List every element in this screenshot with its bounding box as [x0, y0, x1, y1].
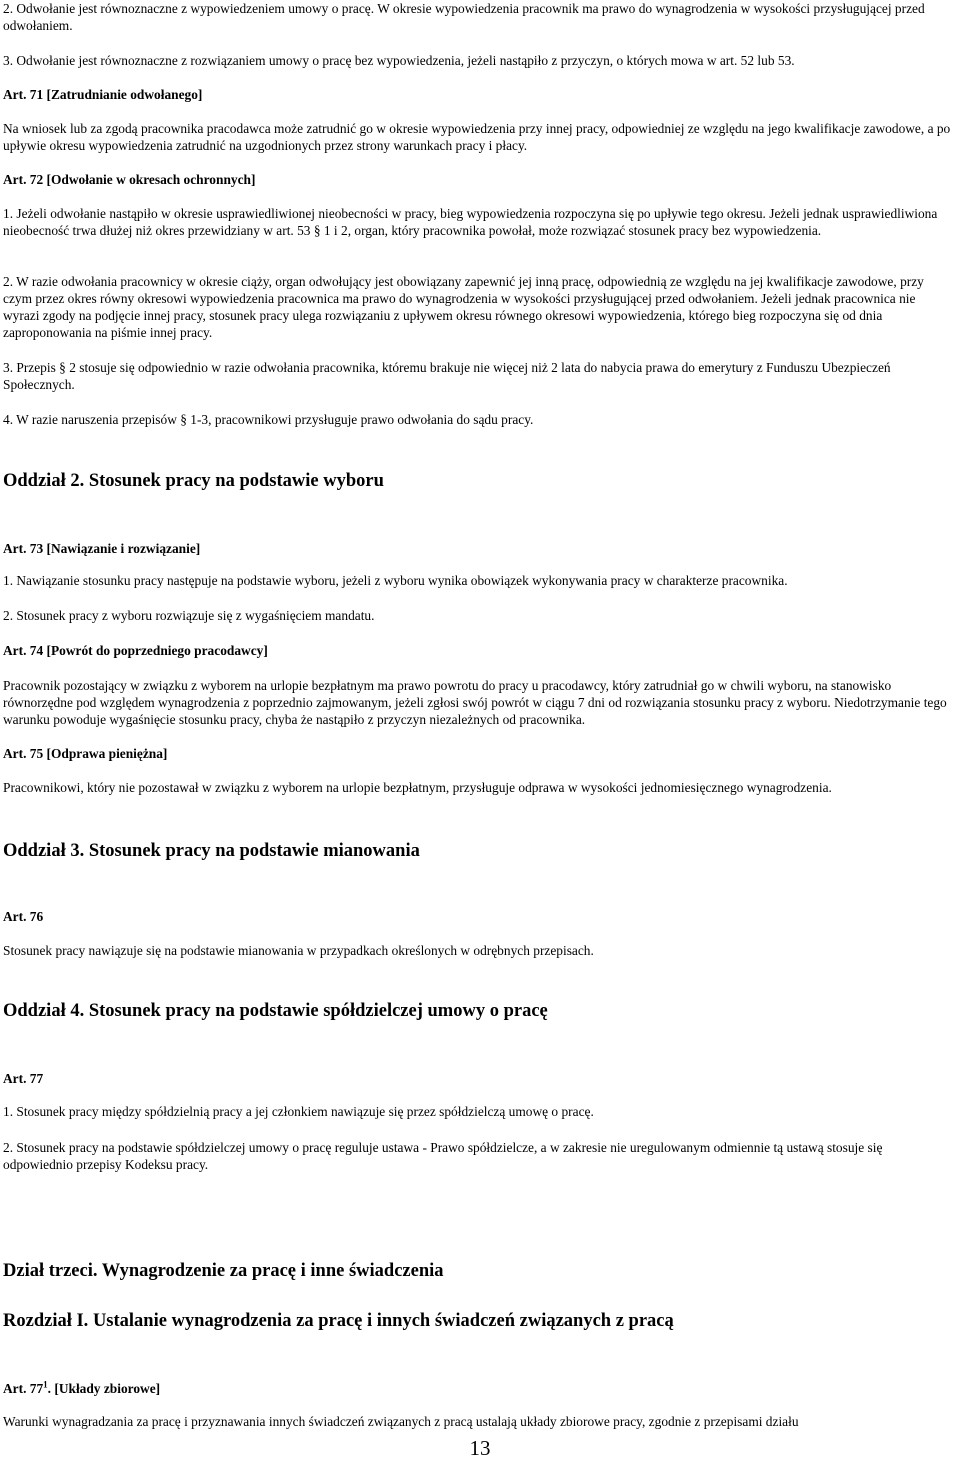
paragraph: 1. Jeżeli odwołanie nastąpiło w okresie usprawiedliwionej nieobecności w pracy, bieg wypowiedzenia rozpoczyna się po upływie tego okresu. Jeżeli jednak usprawiedliwiona nieobecność trwa dłużej niż okres przewidziany w art. 53 § 1 i 2, organ, który pracownika powołał, może rozwiązać stosunek pracy bez wypowiedzenia. [3, 206, 938, 238]
article-title: . [Układy zbiorowe] [47, 1381, 161, 1396]
section-title: Stosunek pracy na podstawie mianowania [88, 841, 420, 861]
section-title: Stosunek pracy na podstawie wyboru [88, 471, 384, 491]
paragraph: Pracownik pozostający w związku z wyborem na urlopie bezpłatnym ma prawo powrotu do pracy u pracodawcy, który zatrudniał go w chwili wyboru, na stanowisko równorzędne pod względem wynagrodzenia z poprzednio zajmowanym, jeżeli zgłosi swój powrót w ciągu 7 dni od rozwiązania stosunku pracy z wyboru. Niedotrzymanie tego warunku powoduje wygaśnięcie stosunku pracy, chyba że nastąpiło z przyczyn niezależnych od pracownika. [3, 678, 947, 727]
section-title: Stosunek pracy na podstawie spółdzielczej umowy o pracę [88, 1001, 548, 1021]
division-heading [3, 1260, 953, 1282]
paragraph: 3. Odwołanie jest równoznaczne z rozwiązaniem umowy o pracę bez wypowiedzenia, jeżeli nastąpiło z przyczyn, o których mowa w art. 52 lub 53. [3, 53, 795, 68]
paragraph: 3. Przepis § 2 stosuje się odpowiednio w razie odwołania pracownika, któremu brakuje nie więcej niż 2 lata do nabycia prawa do emerytury z Funduszu Ubezpieczeń Społecznych. [3, 360, 891, 392]
paragraph: 2. Odwołanie jest równoznaczne z wypowiedzeniem umowy o pracę. W okresie wypowiedzenia pracownik ma prawo do wynagrodzenia w wysokości przysługującej przed odwołaniem. [3, 1, 925, 33]
article-heading: Art. 74 [Powrót do poprzedniego pracodawcy] [3, 643, 268, 658]
section-heading [3, 470, 953, 492]
section-label: Oddział 4. [3, 1001, 85, 1021]
chapter-title: Ustalanie wynagrodzenia za pracę i innych świadczeń związanych z pracą [92, 1311, 674, 1331]
chapter-label: Rozdział I. [3, 1311, 89, 1331]
article-number: Art. 77 [3, 1381, 44, 1396]
article-heading: Art. 71 [Zatrudnianie odwołanego] [3, 87, 203, 102]
page-number: 13 [469, 1436, 491, 1460]
paragraph: 4. W razie naruszenia przepisów § 1-3, pracownikowi przysługuje prawo odwołania do sądu pracy. [3, 412, 534, 427]
paragraph: 2. W razie odwołania pracownicy w okresie ciąży, organ odwołujący jest obowiązany zapewnić jej inną pracę, odpowiednią ze względu na jej kwalifikacje zawodowe, przy czym przez okres równy okresowi wypowiedzenia pracownica ma prawo do wynagrodzenia w wysokości przysługującej przed odwołaniem. Jeżeli jednak pracownica nie wyrazi zgody na podjęcie innej pracy, stosunek pracy ulega rozwiązaniu z upływem okresu równego okresowi wypowiedzenia, którego bieg rozpoczyna się od dnia zaproponowania na piśmie innej pracy. [3, 274, 924, 340]
article-heading: Art. 76 [3, 909, 44, 924]
article-heading [3, 1380, 953, 1397]
article-heading: Art. 75 [Odprawa pieniężna] [3, 746, 168, 761]
section-heading [3, 1000, 953, 1022]
section-label: Oddział 3. [3, 841, 85, 861]
article-heading: Art. 72 [Odwołanie w okresach ochronnych] [3, 172, 256, 187]
section-heading [3, 840, 953, 862]
section-label: Oddział 2. [3, 471, 85, 491]
article-heading: Art. 73 [Nawiązanie i rozwiązanie] [3, 541, 201, 556]
paragraph: Stosunek pracy nawiązuje się na podstawie mianowania w przypadkach określonych w odrębnych przepisach. [3, 943, 594, 958]
superscript: 1 [43, 1379, 48, 1390]
article-heading: Art. 77 [3, 1071, 44, 1086]
chapter-heading [3, 1310, 953, 1332]
paragraph: 1. Nawiązanie stosunku pracy następuje na podstawie wyboru, jeżeli z wyboru wynika obowiązek wykonywania pracy w charakterze pracownika. [3, 573, 788, 588]
paragraph: Na wniosek lub za zgodą pracownika pracodawca może zatrudnić go w okresie wypowiedzenia przy innej pracy, odpowiedniej ze względu na jego kwalifikacje zawodowe, a po upływie okresu wypowiedzenia zatrudnić na uzgodnionych przez strony warunkach pracy i płacy. [3, 121, 951, 153]
division-label: Dział trzeci. [3, 1261, 98, 1281]
paragraph: Warunki wynagradzania za pracę i przyznawania innych świadczeń związanych z pracą ustalają układy zbiorowe pracy, zgodnie z przepisami działu [3, 1414, 799, 1429]
paragraph: 2. Stosunek pracy z wyboru rozwiązuje się z wygaśnięciem mandatu. [3, 608, 375, 623]
paragraph: 1. Stosunek pracy między spółdzielnią pracy a jej członkiem nawiązuje się przez spółdzielczą umowę o pracę. [3, 1104, 594, 1119]
paragraph: 2. Stosunek pracy na podstawie spółdzielczej umowy o pracę reguluje ustawa - Prawo spółdzielcze, a w zakresie nie uregulowanym odmiennie tą ustawą stosuje się odpowiednio przepisy Kodeksu pracy. [3, 1140, 883, 1172]
paragraph: Pracownikowi, który nie pozostawał w związku z wyborem na urlopie bezpłatnym, przysługuje odprawa w wysokości jednomiesięcznego wynagrodzenia. [3, 780, 832, 795]
division-title: Wynagrodzenie za pracę i inne świadczenia [101, 1261, 444, 1281]
